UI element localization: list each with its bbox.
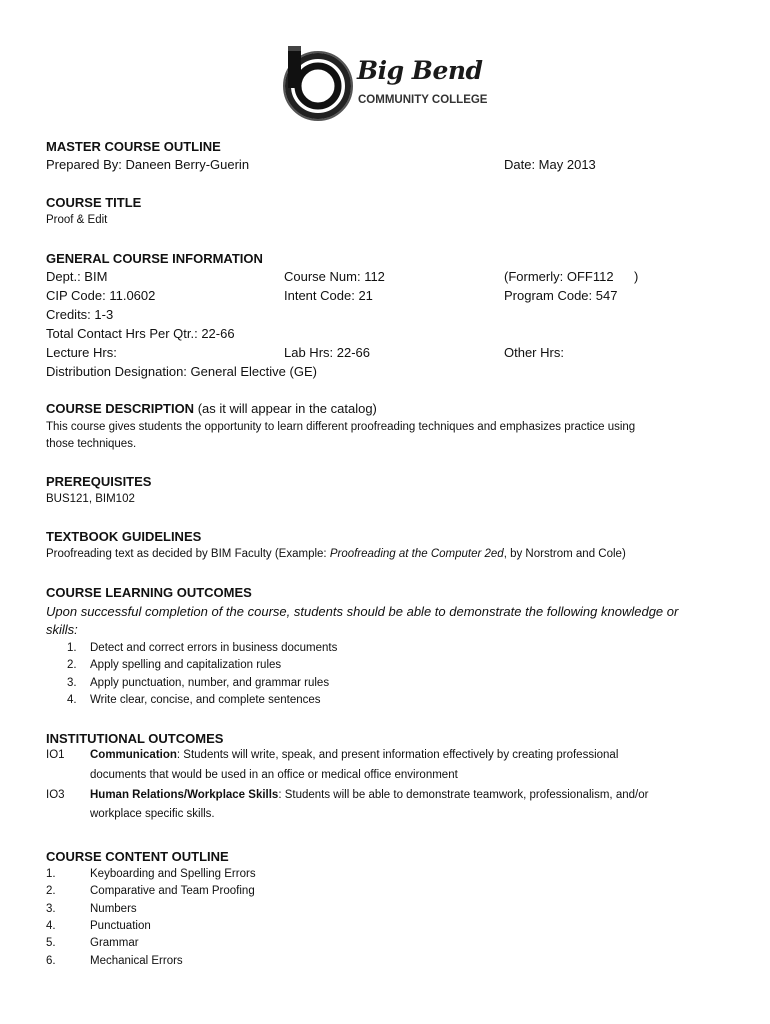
contact-hours: Total Contact Hrs Per Qtr.: 22-66	[46, 326, 235, 341]
lab-hours: Lab Hrs: 22-66	[284, 345, 370, 360]
program-code: Program Code: 547	[504, 288, 618, 303]
document-title: MASTER COURSE OUTLINE	[46, 139, 221, 154]
description-heading-note: (as it will appear in the catalog)	[194, 401, 377, 416]
general-info-heading: GENERAL COURSE INFORMATION	[46, 251, 263, 266]
description-line-1: This course gives students the opportunity to learn different proofreading techniques and emphasizes practice using	[46, 421, 636, 433]
course-title-value: Proof & Edit	[46, 214, 108, 226]
formerly-close: )	[634, 269, 639, 284]
outline-number: 4.	[46, 920, 56, 932]
learning-outcomes-heading: COURSE LEARNING OUTCOMES	[46, 585, 252, 600]
institutional-outcome-text: : Students will be able to demonstrate teamwork, professionalism, and/or	[278, 789, 649, 801]
institutional-outcome-line	[90, 789, 648, 801]
description-line-2: those techniques.	[46, 438, 137, 450]
outline-number: 6.	[46, 955, 56, 967]
intent-code: Intent Code: 21	[284, 288, 373, 303]
logo-subtitle: COMMUNITY COLLEGE	[358, 94, 488, 106]
course-title-heading: COURSE TITLE	[46, 195, 142, 210]
outcome-text: Write clear, concise, and complete sentences	[90, 694, 321, 706]
logo-mark-icon	[282, 44, 354, 124]
textbook-suffix: , by Norstrom and Cole)	[503, 548, 626, 560]
formerly: (Formerly: OFF112	[504, 269, 614, 284]
institutional-outcome-text: workplace specific skills.	[90, 808, 215, 820]
outline-number: 2.	[46, 885, 56, 897]
learning-outcomes-intro-2: skills:	[46, 622, 78, 637]
learning-outcomes-intro-1: Upon successful completion of the course, students should be able to demonstrate the following knowledge or	[46, 604, 679, 619]
institutional-outcome-text: documents that would be used in an office or medical office environment	[90, 769, 458, 781]
course-num: Course Num: 112	[284, 269, 385, 284]
outline-number: 1.	[46, 868, 56, 880]
outline-item: Numbers	[90, 903, 137, 915]
logo-name: Big Bend	[357, 56, 483, 85]
credits: Credits: 1-3	[46, 307, 114, 322]
document-date: Date: May 2013	[504, 157, 596, 172]
institutional-code: IO1	[46, 749, 65, 761]
institutional-outcome-title: Human Relations/Workplace Skills	[90, 789, 279, 801]
outcome-number: 3.	[67, 677, 77, 689]
description-heading-row	[46, 401, 377, 416]
outline-item: Punctuation	[90, 920, 151, 932]
textbook-prefix: Proofreading text as decided by BIM Faculty (Example:	[46, 548, 330, 560]
textbook-heading: TEXTBOOK GUIDELINES	[46, 529, 202, 544]
outcome-text: Apply punctuation, number, and grammar rules	[90, 677, 330, 689]
prepared-by: Prepared By: Daneen Berry-Guerin	[46, 157, 250, 172]
dept: Dept.: BIM	[46, 269, 108, 284]
outline-number: 3.	[46, 903, 56, 915]
outline-item: Mechanical Errors	[90, 955, 183, 967]
outcome-number: 2.	[67, 659, 77, 671]
prerequisites-value: BUS121, BIM102	[46, 493, 135, 505]
lecture-hours: Lecture Hrs:	[46, 345, 117, 360]
institutional-outcome-title: Communication	[90, 749, 177, 761]
textbook-book-title: Proofreading at the Computer 2ed	[329, 548, 504, 560]
outline-item: Keyboarding and Spelling Errors	[90, 868, 256, 880]
institutional-outcomes-heading: INSTITUTIONAL OUTCOMES	[46, 731, 224, 746]
institutional-code: IO3	[46, 789, 65, 801]
cip-code: CIP Code: 11.0602	[46, 288, 156, 303]
prerequisites-heading: PREREQUISITES	[46, 474, 152, 489]
outcome-text: Detect and correct errors in business documents	[90, 642, 338, 654]
institutional-outcome-line	[90, 749, 618, 761]
outline-item: Grammar	[90, 937, 139, 949]
outline-number: 5.	[46, 937, 56, 949]
content-outline-heading: COURSE CONTENT OUTLINE	[46, 849, 229, 864]
college-logo	[282, 44, 492, 124]
distribution-designation: Distribution Designation: General Elective (GE)	[46, 364, 317, 379]
other-hours: Other Hrs:	[504, 345, 564, 360]
outline-item: Comparative and Team Proofing	[90, 885, 255, 897]
outcome-number: 1.	[67, 642, 77, 654]
outcome-text: Apply spelling and capitalization rules	[90, 659, 282, 671]
outcome-number: 4.	[67, 694, 77, 706]
description-heading: COURSE DESCRIPTION	[46, 401, 195, 416]
textbook-guideline	[46, 548, 626, 560]
institutional-outcome-text: : Students will write, speak, and present information effectively by creating professional	[176, 749, 619, 761]
